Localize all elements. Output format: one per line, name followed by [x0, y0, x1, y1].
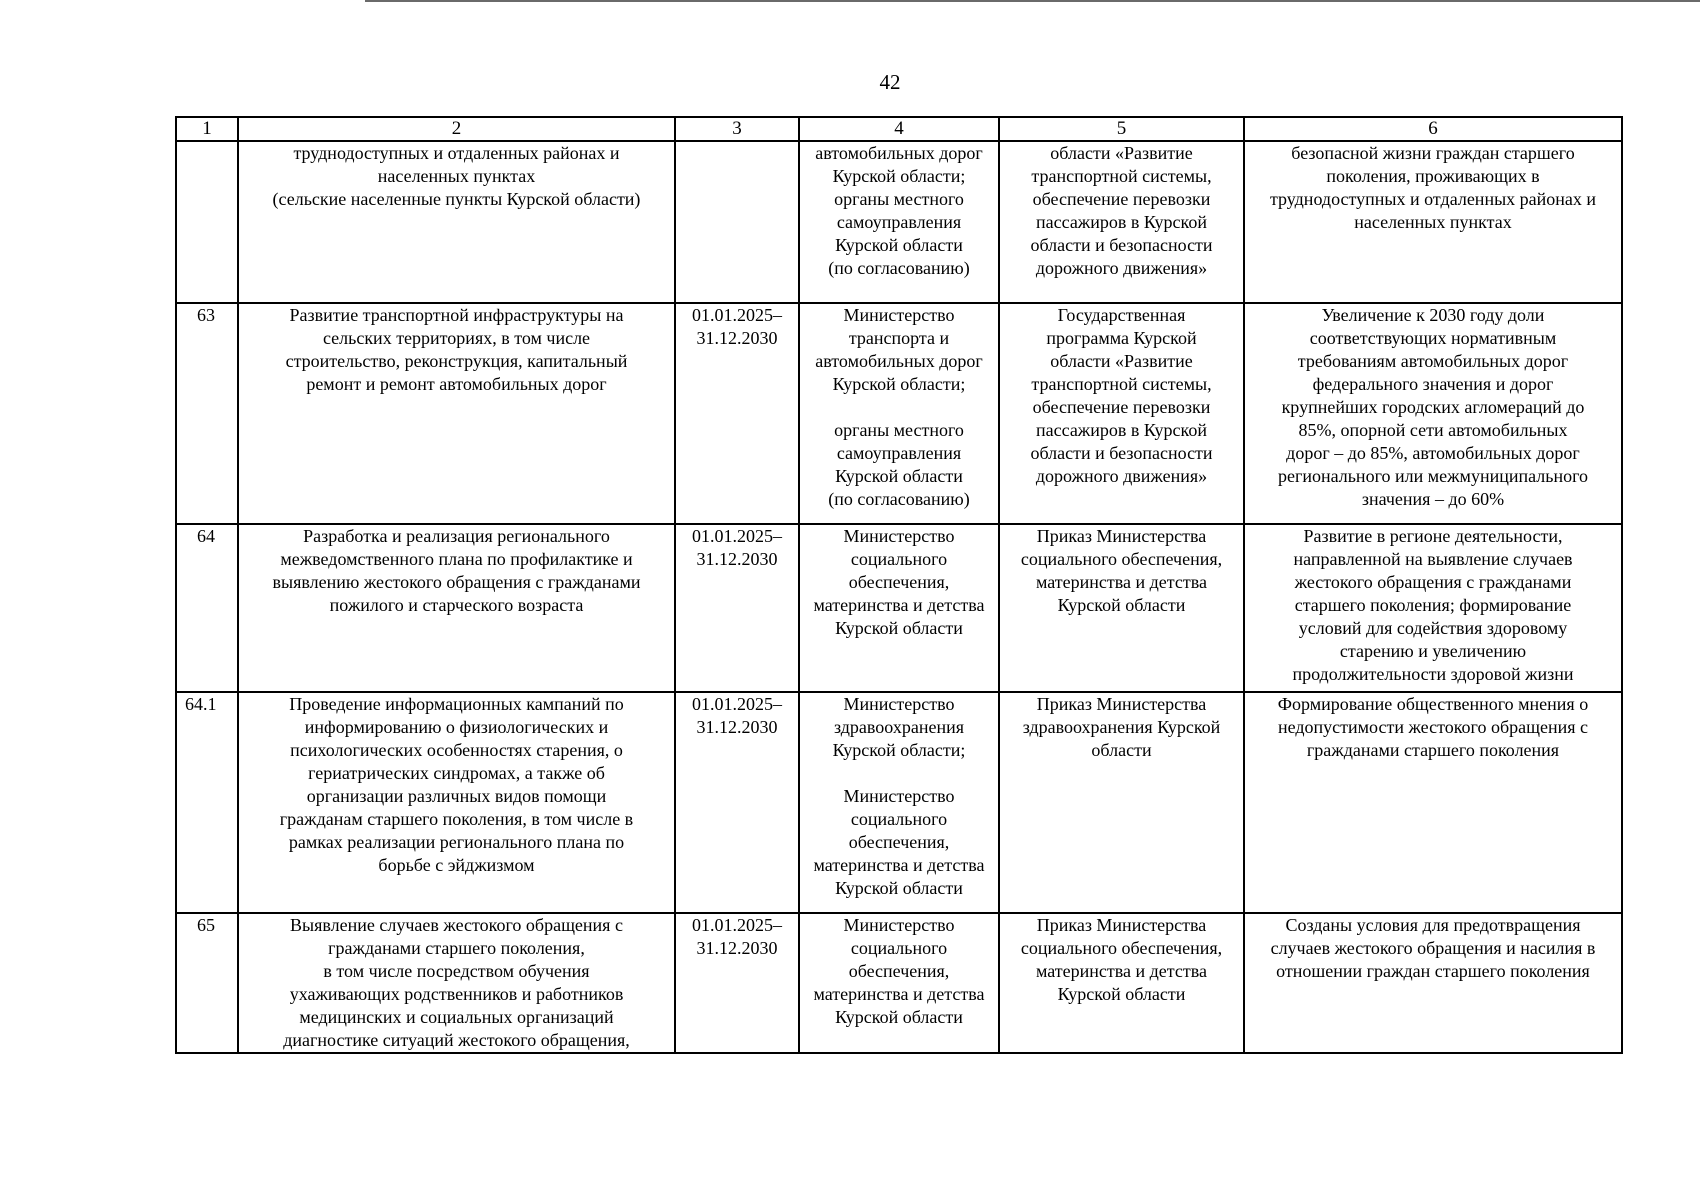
column-number-2: 2: [238, 117, 675, 141]
period-cell: 01.01.2025– 31.12.2030: [675, 692, 799, 913]
activity-cell: труднодоступных и отдаленных районах и населенных пунктах (сельские населенные пункты Курской области): [238, 141, 675, 303]
table-row: [176, 692, 1622, 913]
column-number-1: 1: [176, 117, 238, 141]
table-row: [176, 524, 1622, 692]
column-number-3: 3: [675, 117, 799, 141]
document-cell: Приказ Министерства социального обеспечения, материнства и детства Курской области: [999, 524, 1244, 692]
row-number-cell: [176, 141, 238, 303]
activity-cell: Проведение информационных кампаний по информированию о физиологических и психологических особенностях старения, о гериатрических синдромах, а также об организации различных видов помощи гражданам старшего поколения, в том числе в рамках реализации регионального плана по борьбе с эйджизмом: [238, 692, 675, 913]
activity-cell: Разработка и реализация регионального межведомственного плана по профилактике и выявлению жестокого обращения с гражданами пожилого и старческого возраста: [238, 524, 675, 692]
period-cell: 01.01.2025– 31.12.2030: [675, 524, 799, 692]
column-number-5: 5: [999, 117, 1244, 141]
activity-plan-table: [175, 116, 1623, 1054]
activity-cell: Выявление случаев жестокого обращения с гражданами старшего поколения, в том числе посредством обучения ухаживающих родственников и работников медицинских и социальных организаций диагностике ситуаций жестокого обращения,: [238, 913, 675, 1053]
document-cell: области «Развитие транспортной системы, обеспечение перевозки пассажиров в Курской области и безопасности дорожного движения»: [999, 141, 1244, 303]
table-row: [176, 913, 1622, 1053]
executors-cell: автомобильных дорог Курской области; органы местного самоуправления Курской области (по согласованию): [799, 141, 999, 303]
result-cell: безопасной жизни граждан старшего поколения, проживающих в труднодоступных и отдаленных районах и населенных пунктах: [1244, 141, 1622, 303]
table-row: [176, 303, 1622, 524]
page-number: 42: [879, 70, 901, 94]
scan-edge-line: [365, 0, 1700, 2]
result-cell: Формирование общественного мнения о недопустимости жестокого обращения с гражданами старшего поколения: [1244, 692, 1622, 913]
column-number-row: [176, 117, 1622, 141]
row-number-cell: 64: [176, 524, 238, 692]
period-cell: [675, 141, 799, 303]
document-cell: Государственная программа Курской области «Развитие транспортной системы, обеспечение перевозки пассажиров в Курской области и безопасности дорожного движения»: [999, 303, 1244, 524]
result-cell: Увеличение к 2030 году доли соответствующих нормативным требованиям автомобильных дорог федерального значения и дорог крупнейших городских агломераций до 85%, опорной сети автомобильных дорог – до 85%, автомобильных дорог регионального или межмуниципального значения – до 60%: [1244, 303, 1622, 524]
column-number-6: 6: [1244, 117, 1622, 141]
executors-cell: Министерство социального обеспечения, материнства и детства Курской области: [799, 913, 999, 1053]
period-cell: 01.01.2025– 31.12.2030: [675, 913, 799, 1053]
result-cell: Развитие в регионе деятельности, направленной на выявление случаев жестокого обращения с гражданами старшего поколения; формирование условий для содействия здоровому старению и увеличению продолжительности здоровой жизни: [1244, 524, 1622, 692]
document-cell: Приказ Министерства здравоохранения Курской области: [999, 692, 1244, 913]
executors-cell: Министерство здравоохранения Курской области; Министерство социального обеспечения, материнства и детства Курской области: [799, 692, 999, 913]
column-number-4: 4: [799, 117, 999, 141]
document-cell: Приказ Министерства социального обеспечения, материнства и детства Курской области: [999, 913, 1244, 1053]
executors-cell: Министерство транспорта и автомобильных дорог Курской области; органы местного самоуправления Курской области (по согласованию): [799, 303, 999, 524]
activity-cell: Развитие транспортной инфраструктуры на сельских территориях, в том числе строительство, реконструкция, капитальный ремонт и ремонт автомобильных дорог: [238, 303, 675, 524]
row-number-cell: 65: [176, 913, 238, 1053]
period-cell: 01.01.2025– 31.12.2030: [675, 303, 799, 524]
table-row: [176, 141, 1622, 303]
row-number-cell: 64.1: [176, 692, 238, 913]
executors-cell: Министерство социального обеспечения, материнства и детства Курской области: [799, 524, 999, 692]
result-cell: Созданы условия для предотвращения случаев жестокого обращения и насилия в отношении граждан старшего поколения: [1244, 913, 1622, 1053]
row-number-cell: 63: [176, 303, 238, 524]
